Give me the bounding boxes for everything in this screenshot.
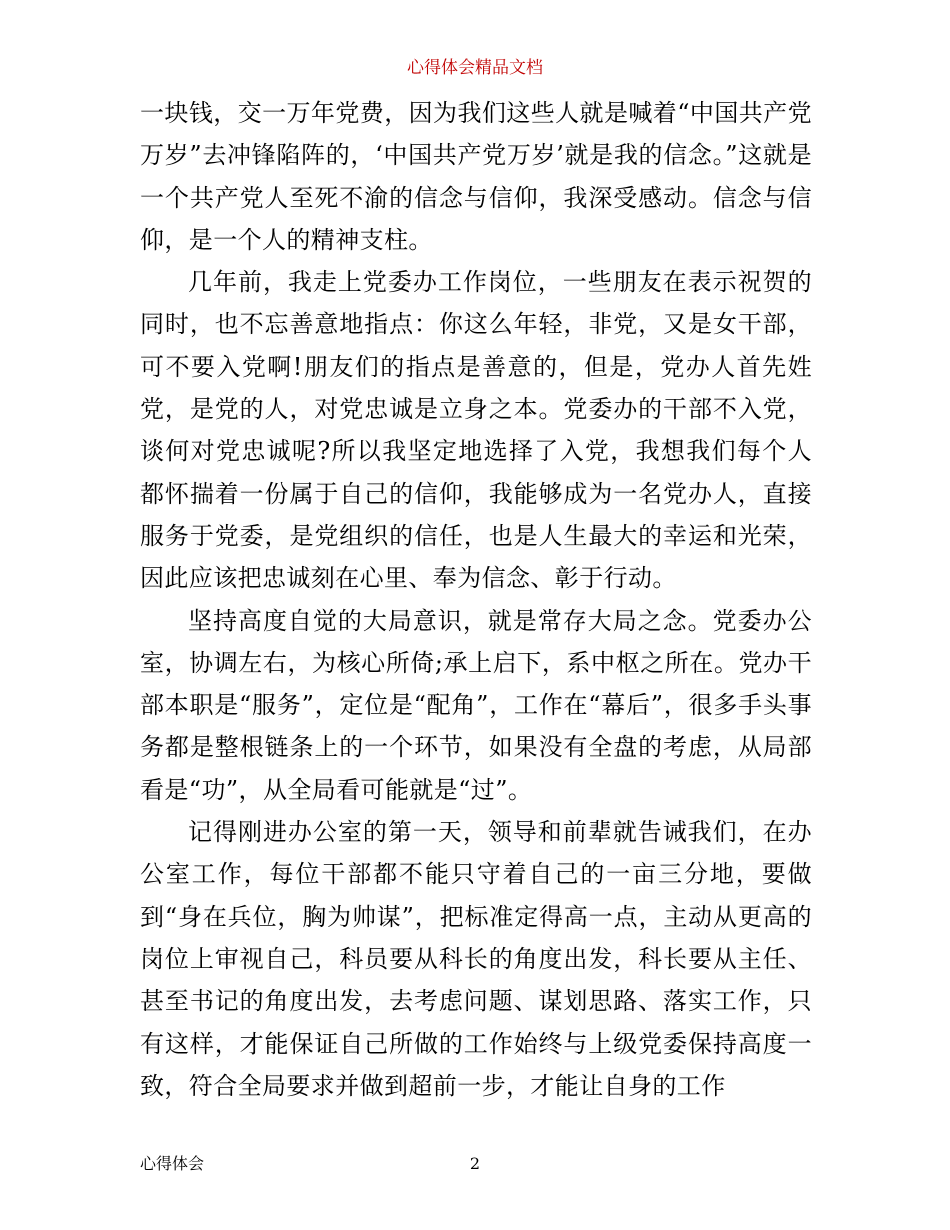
paragraph-2: 几年前，我走上党委办工作岗位，一些朋友在表示祝贺的同时，也不忘善意地指点：你这么年轻，非党，又是女干部，可不要入党啊!朋友们的指点是善意的，但是，党办人首先姓党，是党的人，对党忠诚是立身之本。党委办的干部不入党，谈何对党忠诚呢?所以我坚定地选择了入党，我想我们每个人都怀揣着一份属于自己的信仰，我能够成为一名党办人，直接服务于党委，是党组织的信任，也是人生最大的幸运和光荣，因此应该把忠诚刻在心里、奉为信念、彰于行动。 bbox=[140, 268, 812, 593]
page-header-title: 心得体会精品文档 bbox=[407, 58, 543, 78]
document-body bbox=[140, 92, 812, 1107]
paragraph-1: 一块钱，交一万年党费，因为我们这些人就是喊着“中国共产党万岁”去冲锋陷阵的，‘中国共产党万岁’就是我的信念。”这就是一个共产党人至死不渝的信念与信仰，我深受感动。信念与信仰，是一个人的精神支柱。 bbox=[140, 99, 812, 254]
paragraph-3: 坚持高度自觉的大局意识，就是常存大局之念。党委办公室，协调左右，为核心所倚;承上启下，系中枢之所在。党办干部本职是“服务”，定位是“配角”，工作在“幕后”，很多手头事务都是整根链条上的一个环节，如果没有全盘的考虑，从局部看是“功”，从全局看可能就是“过”。 bbox=[140, 606, 812, 804]
footer-label: 心得体会 bbox=[140, 1154, 205, 1173]
paragraph-4: 记得刚进办公室的第一天，领导和前辈就告诫我们，在办公室工作，每位干部都不能只守着自己的一亩三分地，要做到“身在兵位，胸为帅谋”，把标准定得高一点，主动从更高的岗位上审视自己，科员要从科长的角度出发，科长要从主任、甚至书记的角度出发，去考虑问题、谋划思路、落实工作，只有这样，才能保证自己所做的工作始终与上级党委保持高度一致，符合全局要求并做到超前一步，才能让自身的工作 bbox=[140, 818, 812, 1100]
page-number: 2 bbox=[469, 1154, 481, 1173]
